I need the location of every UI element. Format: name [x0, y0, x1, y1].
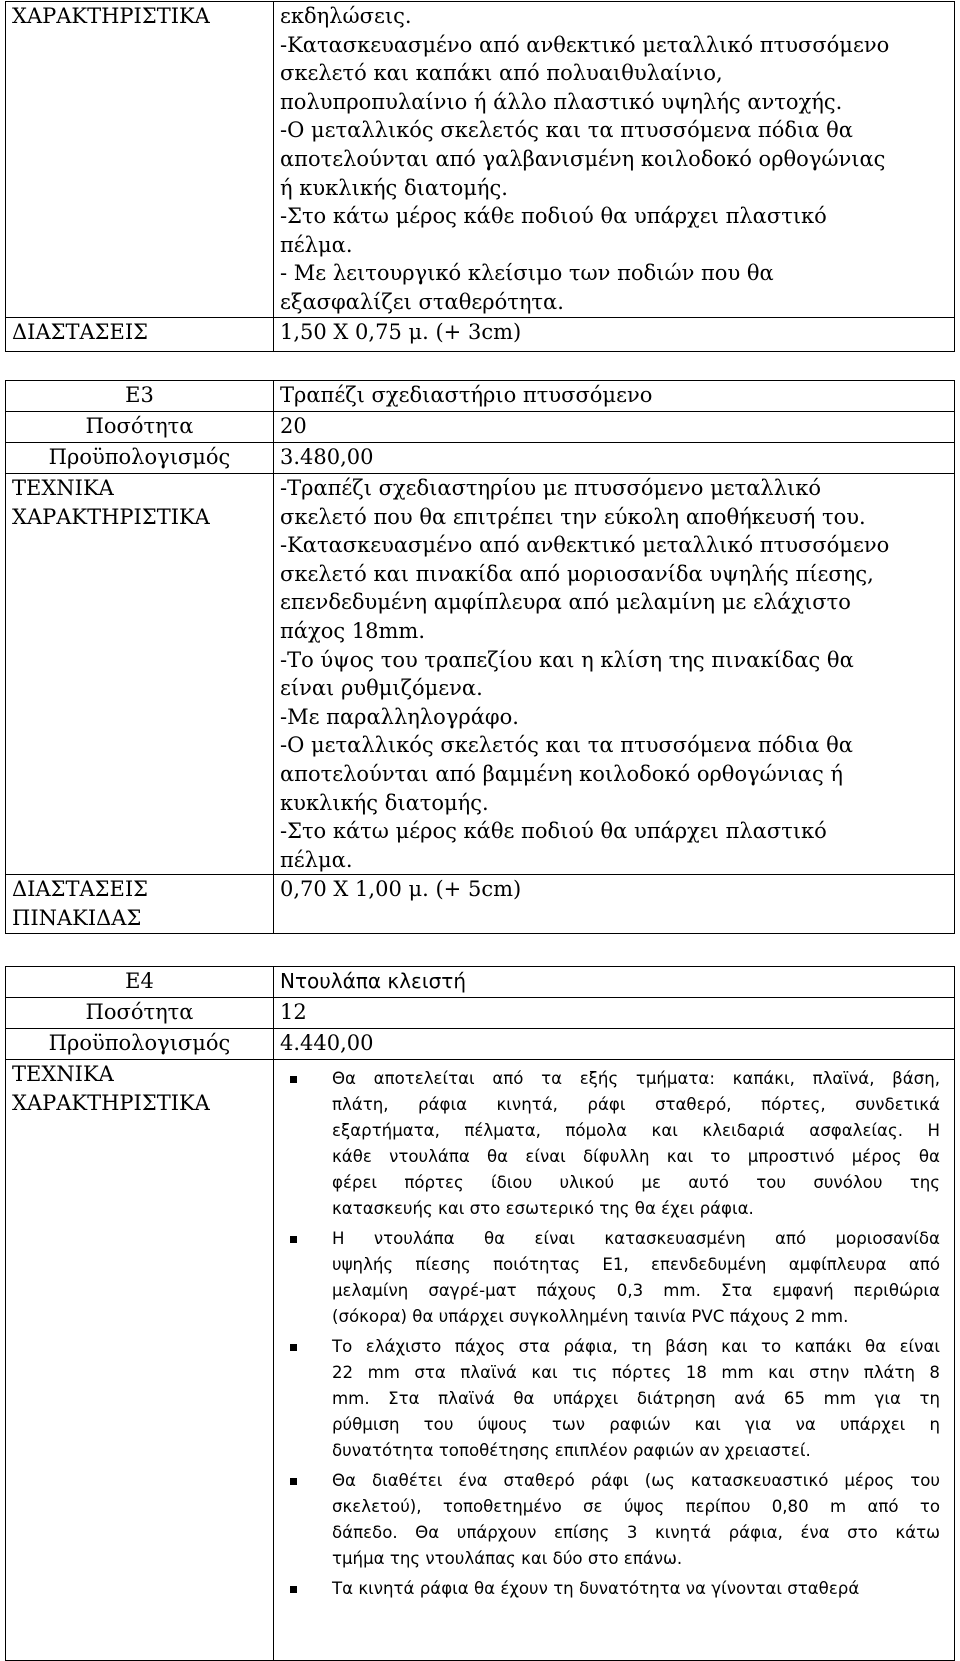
e3-quantity-row: [6, 412, 955, 443]
dimensions-row: [6, 317, 955, 351]
bullet-line: φέρει πόρτες ίδιου υλικού με αυτό του συνόλου της: [332, 1173, 940, 1192]
e3-tech-line: -Το ύψος του τραπεζίου και η κλίση της πινακίδας θα: [280, 647, 854, 672]
bullet-square-icon: [290, 1344, 297, 1351]
e4-quantity-value: 12: [274, 998, 955, 1029]
bullet-line: δυνατότητα τοποθέτησης επιπλέον ραφιών αν χρειαστεί.: [332, 1441, 811, 1460]
e3-tech-line: -Ο μεταλλικός σκελετός και τα πτυσσόμενα πόδια θα: [280, 733, 853, 758]
features-line: ή κυκλικής διατομής.: [280, 175, 508, 200]
e3-quantity-value: 20: [274, 412, 955, 443]
e3-tech-line: είναι ρυθμιζόμενα.: [280, 676, 483, 701]
bullet-line: Το ελάχιστο πάχος στα ράφια, τη βάση και το καπάκι θα είναι: [332, 1337, 940, 1356]
e4-header-row: [6, 967, 955, 998]
e3-tech-line: -Στο κάτω μέρος κάθε ποδιού θα υπάρχει πλαστικό: [280, 819, 827, 844]
e4-tech-label-line: ΤΕΧΝΙΚΑ: [12, 1062, 114, 1086]
bullet-line: μελαμίνη σαγρέ-ματ πάχους 0,3 mm. Στα εμφανή περιθώρια: [332, 1281, 940, 1300]
e3-tech-label-line: ΤΕΧΝΙΚΑ: [12, 476, 114, 500]
e4-title: Ντουλάπα κλειστή: [274, 967, 955, 998]
e3-tech-line: κυκλικής διατομής.: [280, 790, 489, 815]
bullet-square-icon: [290, 1478, 297, 1485]
e3-tech-row: [6, 474, 955, 875]
features-line: πολυπροπυλαίνιο ή άλλο πλαστικό υψηλής αντοχής.: [280, 89, 843, 114]
e3-budget-row: [6, 443, 955, 474]
features-line: σκελετό και καπάκι από πολυαιθυλαίνιο,: [280, 61, 723, 86]
e4-quantity-row: [6, 998, 955, 1029]
e3-tech-line: -Τραπέζι σχεδιαστηρίου με πτυσσόμενο μεταλλικό: [280, 476, 822, 500]
bullet-line: Θα διαθέτει ένα σταθερό ράφι (ως κατασκευαστικό μέρος του: [332, 1471, 940, 1490]
e3-code: Ε3: [6, 381, 274, 412]
e3-tech-line: πάχος 18mm.: [280, 618, 426, 643]
bullet-square-icon: [290, 1236, 297, 1243]
bullet-line: κάθε ντουλάπα θα είναι δίφυλλη και το μπροστινό μέρος θα: [332, 1147, 940, 1166]
bullet-line: δάπεδο. Θα υπάρχουν επίσης 3 κινητά ράφια, ένα στο κάτω: [332, 1523, 940, 1542]
bullet-line: Θα αποτελείται από τα εξής τμήματα: καπάκι, πλαϊνά, βάση,: [332, 1069, 940, 1088]
features-label: ΧΑΡΑΚΤΗΡΙΣΤΙΚΑ: [6, 2, 274, 318]
bullet-line: σκελετού), τοποθετημένο σε ύψος περίπου 0,80 m από το: [332, 1497, 940, 1516]
e3-dimensions-label: [6, 875, 274, 933]
features-line: πέλμα.: [280, 232, 353, 257]
e3-tech-line: -Κατασκευασμένο από ανθεκτικό μεταλλικό πτυσσόμενο: [280, 533, 890, 558]
e4-spec-table: [5, 966, 955, 1661]
e3-dim-label-line: ΠΙΝΑΚΙΔΑΣ: [12, 905, 142, 930]
e4-tech-bullets: [274, 1060, 955, 1661]
bullet-square-icon: [290, 1076, 297, 1083]
e4-tech-label: [6, 1060, 274, 1661]
features-line: -Κατασκευασμένο από ανθεκτικό μεταλλικό πτυσσόμενο: [280, 32, 890, 57]
features-text: [274, 2, 955, 318]
e3-dimensions-row: [6, 875, 955, 933]
e3-header-row: [6, 381, 955, 412]
e3-tech-line: σκελετό και πινακίδα από μοριοσανίδα υψηλής πίεσης,: [280, 561, 874, 586]
bullet-line: εξαρτήματα, πέλματα, πόμολα και κλειδαριά ασφαλείας. Η: [332, 1121, 940, 1140]
bullet-line: (σόκορα) θα υπάρχει συγκολλημένη ταινία PVC πάχους 2 mm.: [332, 1307, 849, 1326]
e3-spec-table: [5, 380, 955, 934]
bullet-line: τμήμα της ντουλάπας και δύο στο επάνω.: [332, 1549, 683, 1568]
e3-tech-line: επενδεδυμένη αμφίπλευρα από μελαμίνη με ελάχιστο: [280, 590, 851, 615]
e4-quantity-label: Ποσότητα: [6, 998, 274, 1029]
e3-budget-value: 3.480,00: [274, 443, 955, 474]
bullet-item: [274, 1468, 940, 1572]
e4-budget-value: 4.440,00: [274, 1029, 955, 1060]
e3-tech-line: σκελετό που θα επιτρέπει την εύκολη αποθήκευσή του.: [280, 504, 866, 529]
bullet-item: [274, 1576, 940, 1602]
e3-title: Τραπέζι σχεδιαστήριο πτυσσόμενο: [274, 381, 955, 412]
top-spec-table: [5, 1, 955, 352]
features-line: - Με λειτουργικό κλείσιμο των ποδιών που θα: [280, 261, 774, 286]
features-row: [6, 2, 955, 318]
e3-dimensions-value: 0,70 Χ 1,00 μ. (+ 5cm): [274, 875, 955, 933]
bullet-line: 22 mm στα πλαϊνά και τις πόρτες 18 mm και στην πλάτη 8: [332, 1363, 940, 1382]
features-line: εξασφαλίζει σταθερότητα.: [280, 289, 564, 314]
bullet-item: [274, 1226, 940, 1330]
bullet-line: Τα κινητά ράφια θα έχουν τη δυνατότητα να γίνονται σταθερά: [332, 1579, 860, 1598]
e4-code: Ε4: [6, 967, 274, 998]
features-line: -Ο μεταλλικός σκελετός και τα πτυσσόμενα πόδια θα: [280, 118, 853, 143]
features-line: εκδηλώσεις.: [280, 4, 412, 28]
e4-budget-label: Προϋπολογισμός: [6, 1029, 274, 1060]
e3-tech-line: -Με παραλληλογράφο.: [280, 704, 519, 729]
bullet-item: [274, 1066, 940, 1222]
bullet-line: πλάτη, ράφια κινητά, ράφι σταθερό, πόρτες, συνδετικά: [332, 1095, 940, 1114]
bullet-line: υψηλής πίεσης ποιότητας Ε1, επενδεδυμένη αμφίπλευρα από: [332, 1255, 940, 1274]
e3-tech-line: πέλμα.: [280, 847, 353, 872]
bullet-item: [274, 1334, 940, 1464]
bullet-line: κατασκευής και στο εσωτερικό της θα έχει ράφια.: [332, 1199, 754, 1218]
e3-budget-label: Προϋπολογισμός: [6, 443, 274, 474]
e3-tech-text: [274, 474, 955, 875]
bullet-square-icon: [290, 1586, 297, 1593]
dimensions-label: ΔΙΑΣΤΑΣΕΙΣ: [6, 317, 274, 351]
e4-tech-label-line: ΧΑΡΑΚΤΗΡΙΣΤΙΚΑ: [12, 1090, 210, 1115]
e4-budget-row: [6, 1029, 955, 1060]
e3-tech-label-line: ΧΑΡΑΚΤΗΡΙΣΤΙΚΑ: [12, 504, 210, 529]
e3-quantity-label: Ποσότητα: [6, 412, 274, 443]
e3-tech-line: αποτελούνται από βαμμένη κοιλοδοκό ορθογώνιας ή: [280, 761, 843, 786]
features-line: -Στο κάτω μέρος κάθε ποδιού θα υπάρχει πλαστικό: [280, 204, 827, 229]
bullet-line: mm. Στα πλαϊνά θα υπάρχει διάτρηση ανά 65 mm για τη: [332, 1389, 940, 1408]
e4-tech-row: [6, 1060, 955, 1661]
dimensions-value: 1,50 Χ 0,75 μ. (+ 3cm): [274, 317, 955, 351]
features-line: αποτελούνται από γαλβανισμένη κοιλοδοκό ορθογώνιας: [280, 146, 886, 171]
e3-dim-label-line: ΔΙΑΣΤΑΣΕΙΣ: [12, 877, 148, 902]
bullet-line: ρύθμιση του ύψους των ραφιών και για να υπάρχει η: [332, 1415, 940, 1434]
e3-tech-label: [6, 474, 274, 875]
bullet-line: Η ντουλάπα θα είναι κατασκευασμένη από μοριοσανίδα: [332, 1229, 940, 1248]
